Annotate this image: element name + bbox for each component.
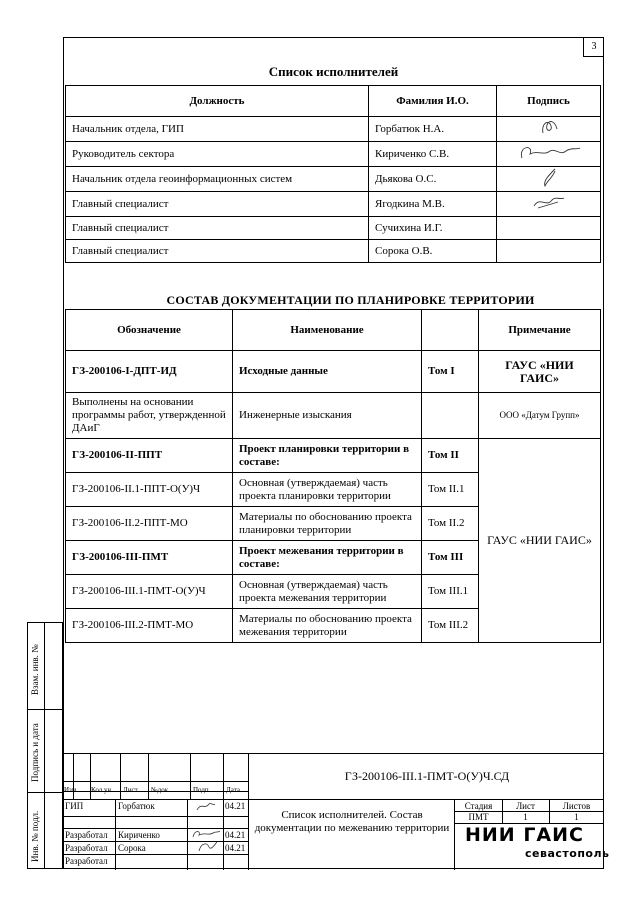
stamp-surname: Сорока: [118, 843, 146, 853]
strip-divider: [27, 792, 63, 793]
executors-table: [65, 85, 601, 263]
col-header-sheet: Лист: [123, 786, 138, 794]
position-cell: Главный специалист: [66, 240, 369, 263]
docs-table: [65, 309, 601, 643]
volume-cell: Том III.1: [422, 575, 479, 609]
table-row: [66, 351, 601, 393]
strip-divider: [27, 709, 63, 710]
table-row: [66, 240, 601, 263]
name-cell: Сучихина И.Г.: [369, 217, 497, 240]
col-header-qty: Кол.уч.: [91, 786, 113, 794]
name-cell: Горбатюк Н.А.: [369, 117, 497, 142]
table-row: [66, 192, 601, 217]
stage-label: Стадия: [464, 801, 493, 811]
title-cell: Материалы по обоснованию проекта межевания территории: [233, 609, 422, 643]
signature-cell: [497, 192, 601, 217]
signature-image: [524, 192, 574, 212]
stamp-surname: Кириченко: [118, 830, 160, 840]
volume-cell: Том II: [422, 439, 479, 473]
volume-cell: [422, 393, 479, 439]
header-title: Наименование: [233, 310, 422, 351]
col-header-doc: №док.: [151, 786, 170, 794]
position-cell: Начальник отдела, ГИП: [66, 117, 369, 142]
stamp-title: Список исполнителей. Состав документации по межеванию территории: [254, 809, 450, 834]
side-strip: [27, 622, 63, 869]
docs-title: СОСТАВ ДОКУМЕНТАЦИИ ПО ПЛАНИРОВКЕ ТЕРРИТОРИИ: [166, 293, 535, 307]
table-row: [66, 167, 601, 192]
name-cell: Кириченко С.В.: [369, 142, 497, 167]
code-cell: ГЗ-200106-II.2-ППТ-МО: [66, 507, 233, 541]
title-cell: Проект межевания территории в составе:: [233, 541, 422, 575]
header-signature: Подпись: [497, 86, 601, 117]
signature-image: [529, 167, 569, 187]
strip-label-replacement: Взам. инв. №: [30, 644, 40, 695]
page-number: 3: [583, 37, 604, 57]
note-cell: ООО «Датум Групп»: [479, 393, 601, 439]
signature-cell: [497, 240, 601, 263]
signature-cell: [497, 117, 601, 142]
sheet-label: Лист: [516, 801, 535, 811]
code-cell: ГЗ-200106-III.2-ПМТ-МО: [66, 609, 233, 643]
stamp-role: Разработал: [65, 830, 108, 840]
code-cell: ГЗ-200106-II.1-ППТ-О(У)Ч: [66, 473, 233, 507]
org-logo-city: севастополь: [525, 847, 610, 860]
name-cell: Дьякова О.С.: [369, 167, 497, 192]
header-volume: [422, 310, 479, 351]
stamp-date: 04.21: [225, 843, 246, 853]
volume-cell: Том III: [422, 541, 479, 575]
col-header-sign: Подп.: [193, 786, 211, 794]
volume-cell: Том II.2: [422, 507, 479, 541]
sheet-value: 1: [523, 812, 528, 822]
title-cell: Инженерные изыскания: [233, 393, 422, 439]
position-cell: Главный специалист: [66, 192, 369, 217]
title-block: [63, 753, 610, 870]
stamp-signature-image: [193, 800, 219, 812]
position-cell: Главный специалист: [66, 217, 369, 240]
code-cell: ГЗ-200106-I-ДПТ-ИД: [66, 351, 233, 393]
code-cell: ГЗ-200106-III.1-ПМТ-О(У)Ч: [66, 575, 233, 609]
title-cell: Основная (утверждаемая) часть проекта межевания территории: [233, 575, 422, 609]
signature-cell: [497, 142, 601, 167]
title-cell: Материалы по обоснованию проекта планировки территории: [233, 507, 422, 541]
stamp-role: Разработал: [65, 856, 108, 866]
stamp-role: ГИП: [65, 801, 84, 811]
stamp-role: Разработал: [65, 843, 108, 853]
stamp-date: 04.21: [225, 801, 246, 811]
stamp-surname: Горбатюк: [118, 801, 155, 811]
sheets-value: 1: [574, 812, 579, 822]
signature-image: [529, 117, 569, 137]
stamp-signature-image: [195, 840, 221, 853]
title-cell: Основная (утверждаемая) часть проекта планировки территории: [233, 473, 422, 507]
table-row: [66, 439, 601, 473]
table-row: [66, 217, 601, 240]
position-cell: Руководитель сектора: [66, 142, 369, 167]
stage-value: ПМТ: [468, 812, 489, 822]
table-row: [66, 393, 601, 439]
strip-value-column: [44, 622, 63, 869]
position-cell: Начальник отдела геоинформационных систем: [66, 167, 369, 192]
signature-cell: [497, 167, 601, 192]
table-row: [66, 142, 601, 167]
code-cell: ГЗ-200106-II-ППТ: [66, 439, 233, 473]
header-note: Примечание: [479, 310, 601, 351]
executors-title: Список исполнителей: [268, 64, 399, 79]
strip-label-signature-date: Подпись и дата: [30, 723, 40, 782]
note-cell: ГАУС «НИИ ГАИС»: [479, 351, 601, 393]
org-logo-main: НИИ ГАИС: [465, 824, 584, 846]
table-row: [66, 117, 601, 142]
col-header-date: Дата: [226, 786, 240, 794]
header-code: Обозначение: [66, 310, 233, 351]
name-cell: Ягодкина М.В.: [369, 192, 497, 217]
title-cell: Проект планировки территории в составе:: [233, 439, 422, 473]
volume-cell: Том I: [422, 351, 479, 393]
volume-cell: Том III.2: [422, 609, 479, 643]
signature-image: [514, 142, 584, 162]
stamp-date: 04.21: [225, 830, 246, 840]
header-position: Должность: [66, 86, 369, 117]
col-header-change: Изм.: [64, 786, 78, 794]
stamp-signature-image: [191, 827, 221, 840]
signature-cell: [497, 217, 601, 240]
strip-label-inventory: Инв. № подл.: [30, 810, 40, 862]
document-code: ГЗ-200106-III.1-ПМТ-О(У)Ч.СД: [344, 769, 510, 783]
merged-note-cell: ГАУС «НИИ ГАИС»: [479, 439, 601, 643]
header-name: Фамилия И.О.: [369, 86, 497, 117]
title-cell: Исходные данные: [233, 351, 422, 393]
volume-cell: Том II.1: [422, 473, 479, 507]
sheets-label: Листов: [562, 801, 591, 811]
code-cell: ГЗ-200106-III-ПМТ: [66, 541, 233, 575]
code-cell: Выполнены на основании программы работ, утвержденной ДАиГ: [66, 393, 233, 439]
name-cell: Сорока О.В.: [369, 240, 497, 263]
